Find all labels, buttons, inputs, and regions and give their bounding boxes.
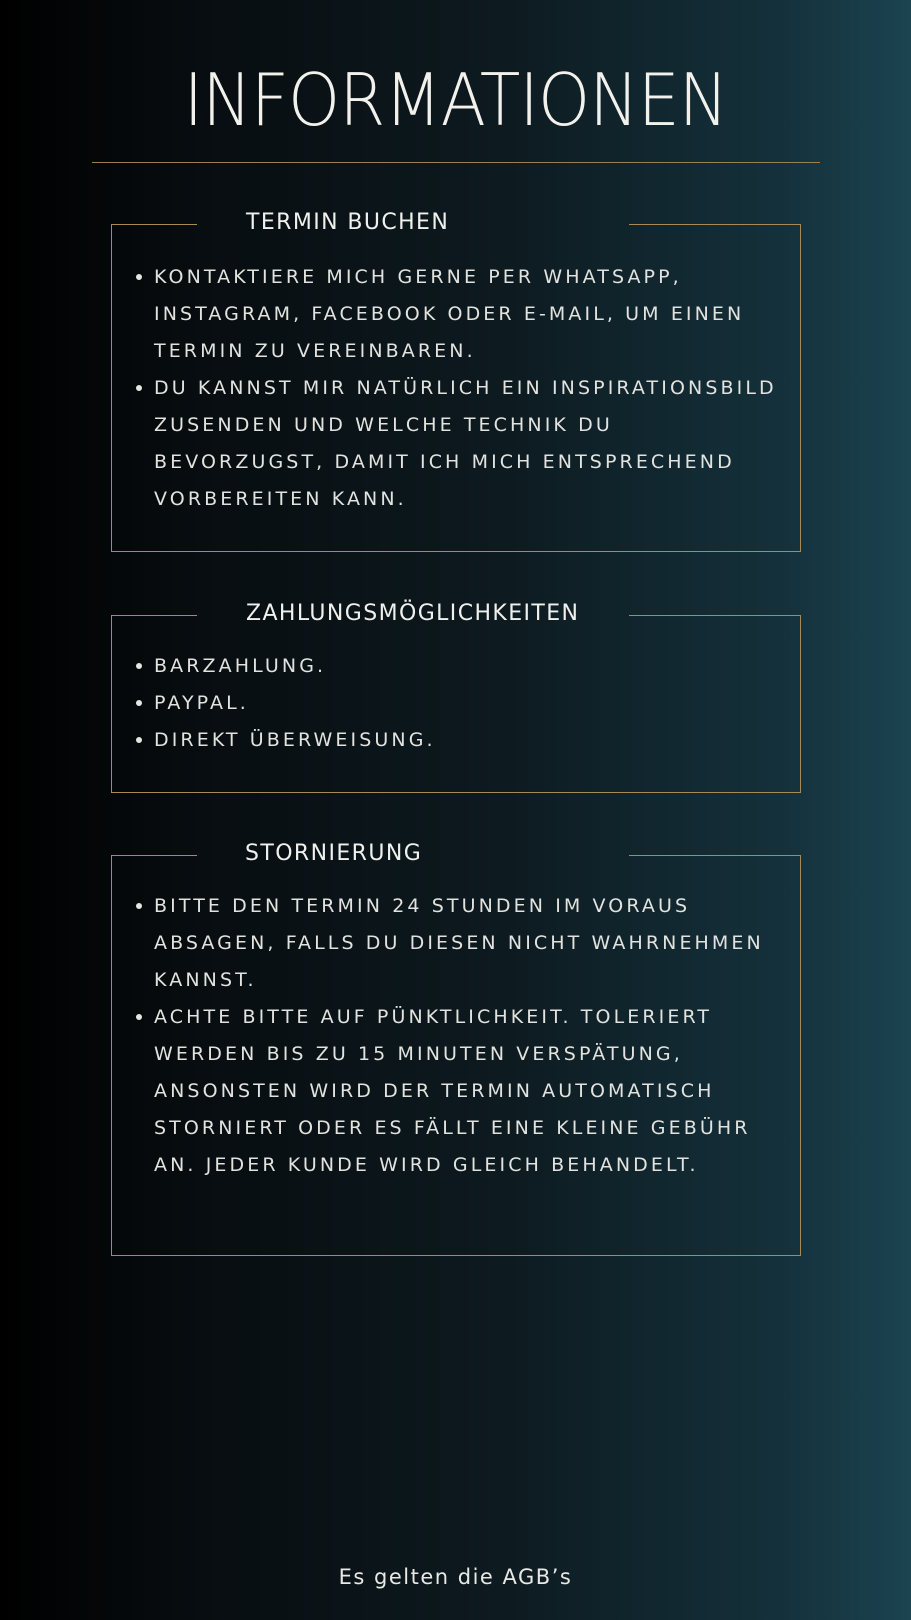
- list-item: DIREKT ÜBERWEISUNG.: [132, 722, 780, 759]
- section-top-border-right: [629, 224, 801, 225]
- section-top-border-left: [111, 224, 197, 225]
- item-list: [132, 648, 780, 759]
- page-title: INFORMATIONEN: [183, 58, 728, 142]
- list-item: BITTE DEN TERMIN 24 STUNDEN IM VORAUS ABSAGEN, FALLS DU DIESEN NICHT WAHRNEHMEN KANNST.: [132, 888, 780, 999]
- list-item: BARZAHLUNG.: [132, 648, 780, 685]
- title-divider: [92, 162, 820, 163]
- list-item: DU KANNST MIR NATÜRLICH EIN INSPIRATIONSBILD ZUSENDEN UND WELCHE TECHNIK DU BEVORZUGST, DAMIT ICH MICH ENTSPRECHEND VORBEREITEN KANN.: [132, 370, 780, 518]
- footer-note: Es gelten die AGB’s: [338, 1565, 573, 1589]
- section-termin-buchen: [111, 210, 801, 552]
- section-title: TERMIN BUCHEN: [246, 210, 450, 235]
- section-title: ZAHLUNGSMÖGLICHKEITEN: [246, 601, 580, 626]
- section-stornierung: [111, 841, 801, 1256]
- item-list: [132, 259, 780, 518]
- section-zahlungsmoeglichkeiten: [111, 601, 801, 793]
- list-item: KONTAKTIERE MICH GERNE PER WHATSAPP, INSTAGRAM, FACEBOOK ODER E-MAIL, UM EINEN TERMIN ZU VEREINBAREN.: [132, 259, 780, 370]
- section-top-border-left: [111, 615, 197, 616]
- list-item: PAYPAL.: [132, 685, 780, 722]
- section-title: STORNIERUNG: [245, 841, 423, 866]
- section-top-border-right: [629, 855, 801, 856]
- item-list: [132, 888, 780, 1184]
- section-top-border-right: [629, 615, 801, 616]
- section-top-border-left: [111, 855, 197, 856]
- list-item: ACHTE BITTE AUF PÜNKTLICHKEIT. TOLERIERT WERDEN BIS ZU 15 MINUTEN VERSPÄTUNG, ANSONSTEN WIRD DER TERMIN AUTOMATISCH STORNIERT ODER ES FÄLLT EINE KLEINE GEBÜHR AN. JEDER KUNDE WIRD GLEICH BEHANDELT.: [132, 999, 780, 1184]
